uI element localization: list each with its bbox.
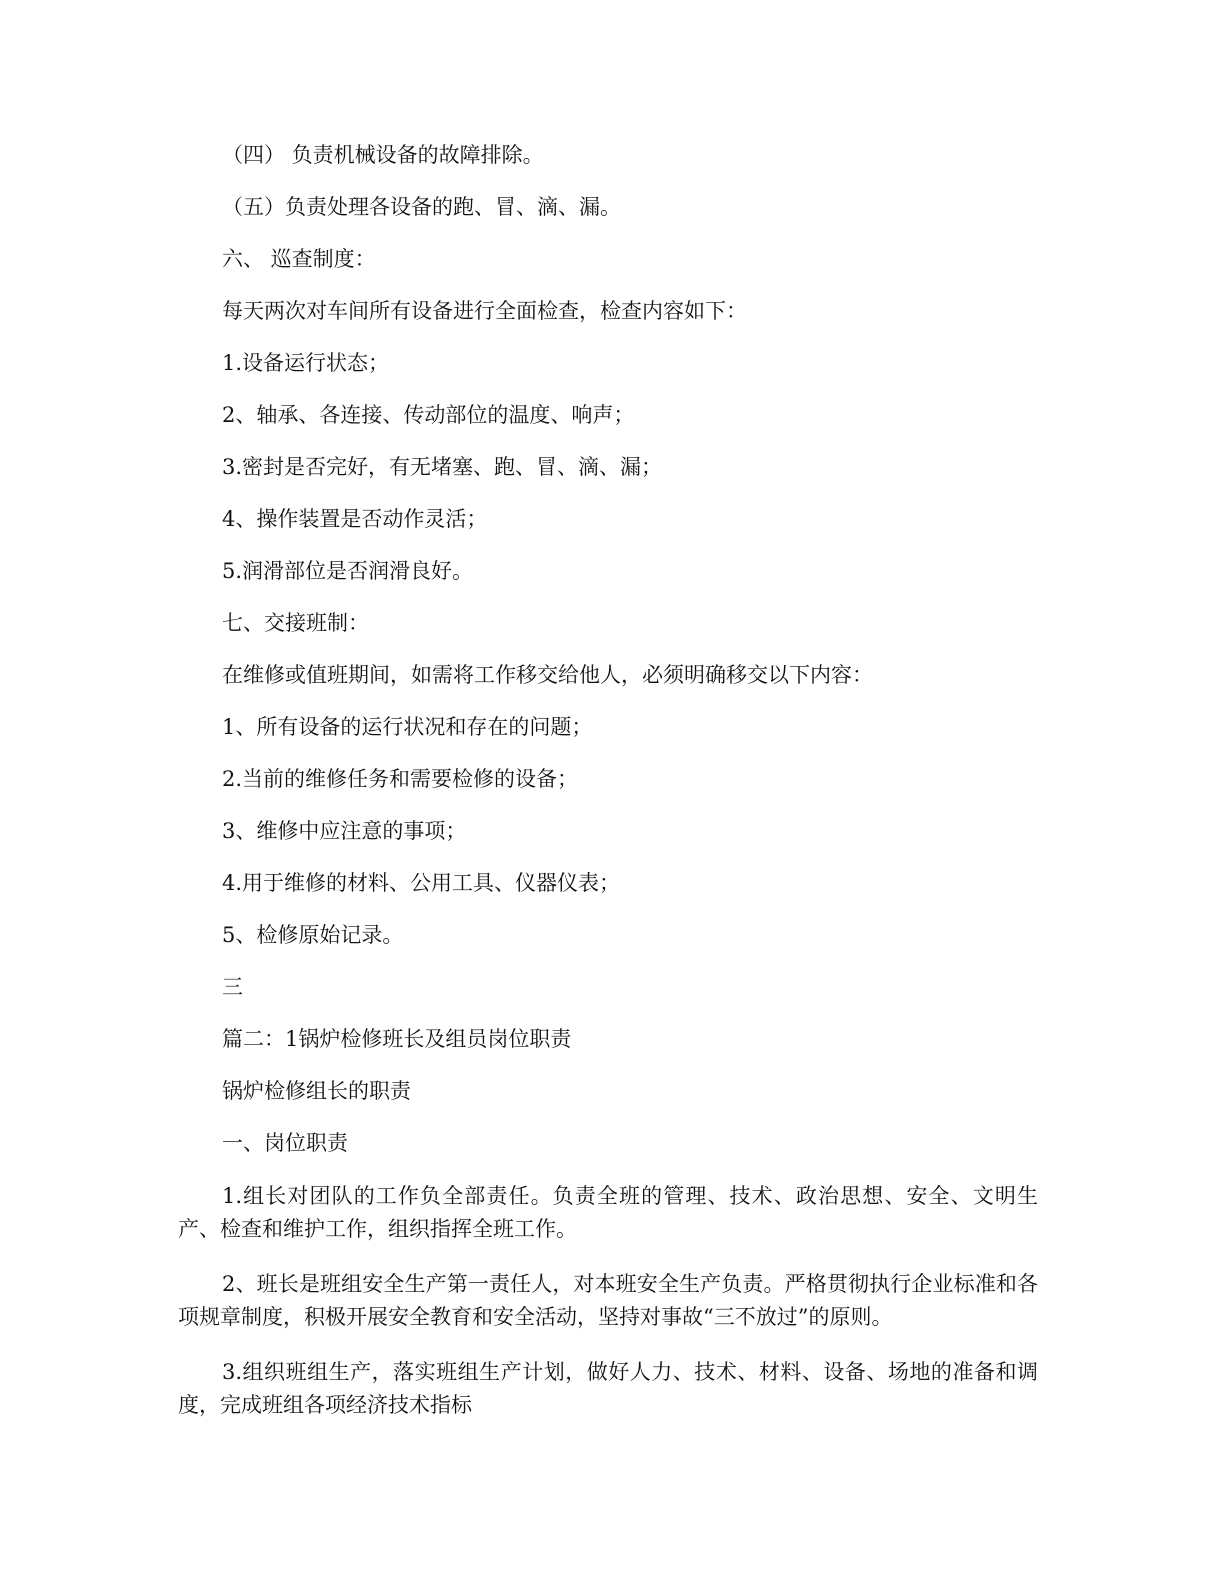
list-item: 3.密封是否完好，有无堵塞、跑、冒、滴、漏； (222, 455, 663, 479)
list-item: 3、维修中应注意的事项； (222, 819, 467, 843)
list-item: 4、操作装置是否动作灵活； (222, 507, 488, 531)
subsection-title: 锅炉检修组长的职责 (222, 1079, 411, 1103)
list-item: 4.用于维修的材料、公用工具、仪器仪表； (222, 871, 621, 895)
list-item: 1.设备运行状态； (222, 351, 390, 375)
list-item: 1、所有设备的运行状况和存在的问题； (222, 715, 593, 739)
chapter-title: 篇二：1锅炉检修班长及组员岗位职责 (222, 1027, 572, 1051)
text-line: （五）负责处理各设备的跑、冒、滴、漏。 (222, 195, 621, 219)
paragraph: 1.组长对团队的工作负全部责任。负责全班的管理、技术、政治思想、安全、文明生产、检查和维护工作，组织指挥全班工作。 (178, 1184, 1038, 1241)
list-item: 5、检修原始记录。 (222, 923, 404, 947)
section-heading: 一、岗位职责 (222, 1131, 348, 1155)
list-item: 2.当前的维修任务和需要检修的设备； (222, 767, 579, 791)
text-line: 每天两次对车间所有设备进行全面检查，检查内容如下： (222, 299, 747, 323)
text-line: 三 (222, 975, 243, 999)
list-item: 2、轴承、各连接、传动部位的温度、响声； (222, 403, 635, 427)
text-line: 在维修或值班期间，如需将工作移交给他人，必须明确移交以下内容： (222, 663, 873, 687)
document-body (178, 140, 1038, 1422)
paragraph: 2、班长是班组安全生产第一责任人，对本班安全生产负责。严格贯彻执行企业标准和各项规章制度，积极开展安全教育和安全活动，坚持对事故“三不放过”的原则。 (178, 1272, 1038, 1329)
paragraph: 3.组织班组生产，落实班组生产计划，做好人力、技术、材料、设备、场地的准备和调度，完成班组各项经济技术指标 (178, 1360, 1038, 1417)
list-item: 5.润滑部位是否润滑良好。 (222, 559, 474, 583)
text-line: （四） 负责机械设备的故障排除。 (222, 143, 544, 167)
section-heading: 六、 巡查制度： (222, 247, 376, 271)
section-heading: 七、交接班制： (222, 611, 369, 635)
